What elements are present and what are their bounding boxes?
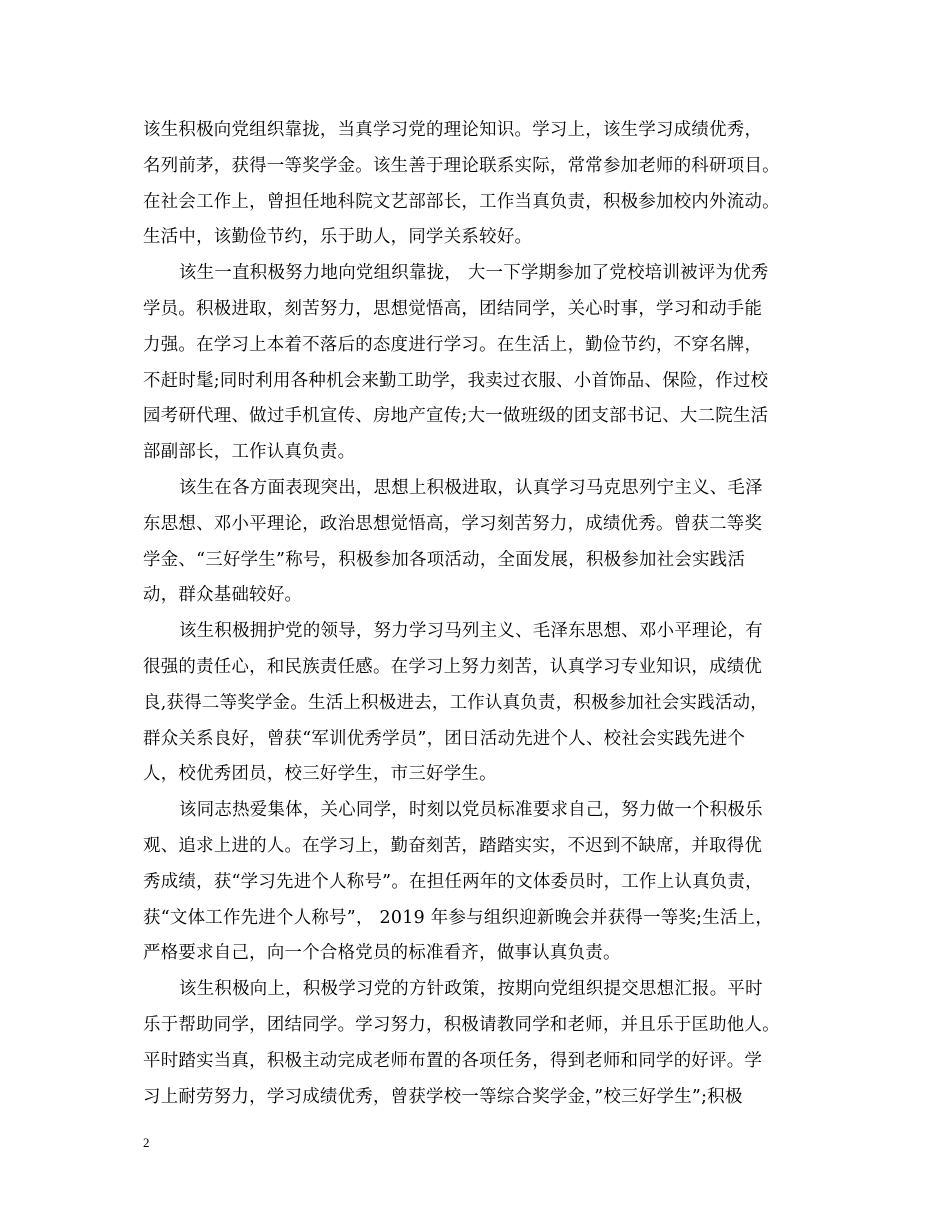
paragraph — [143, 793, 823, 972]
paragraph-line: 人，校优秀团员，校三好学生，市三好学生。 — [143, 764, 497, 785]
paragraph-line: 群众关系良好，曾获“军训优秀学员”，团日活动先进个人、校社会实践先进个 — [143, 728, 746, 749]
paragraph-line: 获“文体工作先进个人称号”， 2019 年参与组织迎新晚会并获得一等奖;生活上， — [143, 907, 774, 928]
page-number: 2 — [143, 1135, 150, 1150]
paragraph-line: 该生积极拥护党的领导，努力学习马列主义、毛泽东思想、邓小平理论，有 — [179, 621, 763, 642]
paragraph — [143, 972, 823, 1115]
paragraph-line: 乐于帮助同学，团结同学。学习努力，积极请教同学和老师，并且乐于匡助他人。 — [143, 1014, 780, 1035]
paragraph-line: 秀成绩，获“学习先进个人称号”。在担任两年的文体委员时，工作上认真负责， — [143, 871, 763, 892]
paragraph-line: 动，群众基础较好。 — [143, 585, 303, 606]
paragraph — [143, 256, 823, 471]
paragraph-line: 园考研代理、做过手机宣传、房地产宣传;大一做班级的团支部书记、大二院生活 — [143, 406, 769, 427]
paragraph-line: 该生积极向上，积极学习党的方针政策，按期向党组织提交思想汇报。平时 — [179, 979, 763, 1000]
paragraph-line: 不赶时髦;同时利用各种机会来勤工助学，我卖过衣服、小首饰品、保险，作过校 — [143, 370, 769, 391]
paragraph-line: 名列前茅，获得一等奖学金。该生善于理论联系实际，常常参加老师的科研项目。 — [143, 155, 780, 176]
paragraph-line: 该生积极向党组织靠拢，当真学习党的理论知识。学习上，该生学习成绩优秀， — [143, 120, 763, 140]
paragraph-line: 良,获得二等奖学金。生活上积极进去，工作认真负责，积极参加社会实践活动， — [143, 692, 769, 713]
paragraph-line: 该生在各方面表现突出，思想上积极进取，认真学习马克思列宁主义、毛泽 — [179, 477, 763, 498]
paragraph-line: 习上耐劳努力，学习成绩优秀，曾获学校一等综合奖学金，”校三好学生”;积极 — [143, 1086, 743, 1107]
paragraph-line: 平时踏实当真，积极主动完成老师布置的各项任务，得到老师和同学的好评。学 — [143, 1050, 763, 1071]
paragraph-line: 力强。在学习上本着不落后的态度进行学习。在生活上，勤俭节约，不穿名牌， — [143, 334, 763, 355]
paragraph-line: 学金、“三好学生”称号，积极参加各项活动，全面发展，积极参加社会实践活 — [143, 549, 746, 570]
paragraph — [143, 113, 823, 256]
paragraph-line: 在社会工作上，曾担任地科院文艺部部长，工作当真负责，积极参加校内外流动。 — [143, 191, 780, 212]
paragraph-line: 该生一直积极努力地向党组织靠拢， 大一下学期参加了党校培训被评为优秀 — [179, 263, 769, 284]
paragraph-line: 该同志热爱集体，关心同学，时刻以党员标准要求自己，努力做一个积极乐 — [179, 800, 763, 821]
paragraph-line: 部副部长，工作认真负责。 — [143, 442, 356, 463]
paragraph-line: 严格要求自己，向一个合格党员的标准看齐，做事认真负责。 — [143, 943, 621, 964]
paragraph-line: 观、追求上进的人。在学习上，勤奋刻苦，踏踏实实，不迟到不缺席，并取得优 — [143, 835, 763, 856]
paragraph-line: 东思想、邓小平理论，政治思想觉悟高，学习刻苦努力，成绩优秀。曾获二等奖 — [143, 513, 763, 534]
paragraph — [143, 614, 823, 793]
paragraph — [143, 471, 823, 614]
paragraph-line: 生活中，该勤俭节约，乐于助人，同学关系较好。 — [143, 227, 533, 248]
document-body — [143, 113, 823, 1115]
paragraph-line: 学员。积极进取，刻苦努力，思想觉悟高，团结同学，关心时事，学习和动手能 — [143, 298, 763, 319]
paragraph-line: 很强的责任心，和民族责任感。在学习上努力刻苦，认真学习专业知识，成绩优 — [143, 656, 763, 677]
